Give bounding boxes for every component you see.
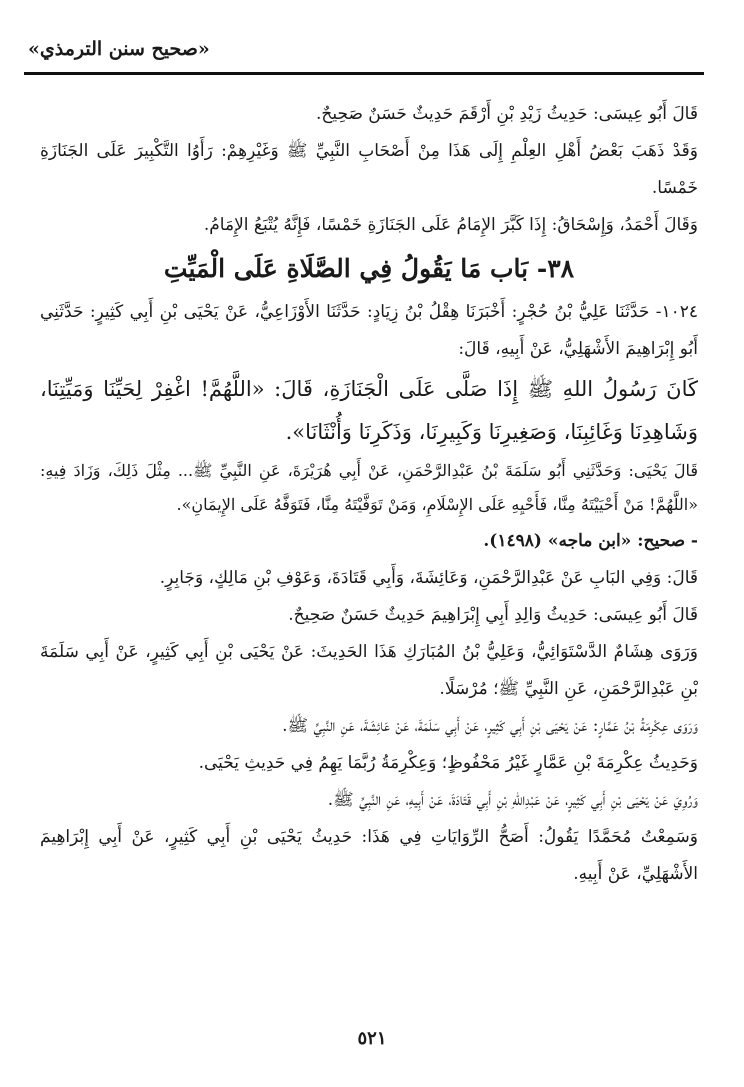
hadith-grade: - صحيح: «ابن ماجه» (١٤٩٨).: [483, 531, 698, 551]
header-rule: [24, 72, 704, 75]
note-ikrimah-weakness: وَحَدِيثُ عِكْرِمَةَ بْنِ عَمَّارٍ غَيْرُ مَحْفُوظٍ؛ وَعِكْرِمَةُ رُبَّمَا يَهِمُ فِي حَدِيثِ يَحْيَى.: [198, 753, 698, 773]
note-mursal-narration: وَرَوَى هِشَامٌ الدَّسْتَوَائِيُّ، وَعَلِيُّ بْنُ المُبَارَكِ هَذَا الحَدِيثَ: عَنْ يَحْيَى بْنِ أَبِي كَثِيرٍ، عَنْ أَبِي سَلَمَةَ بْنِ عَبْدِالرَّحْمَنِ، عَنِ النَّبِيِّ ﷺ؛ مُرْسَلًا.: [40, 642, 698, 699]
note-bukhari-opinion: وَسَمِعْتُ مُحَمَّدًا يَقُولُ: أَصَحُّ الرِّوَايَاتِ فِي هَذَا: حَدِيثُ يَحْيَى بْنِ أَبِي كَثِيرٍ، عَنْ أَبِي إِبْرَاهِيمَ الأَشْهَلِيِّ، عَنْ أَبِيهِ.: [40, 827, 698, 884]
page-body: [40, 96, 698, 893]
note-abu-qatadah-narration: وَرُوِيَ عَنْ يَحْيَى بْنِ أَبِي كَثِيرٍ، عَنْ عَبْدِاللهِ بْنِ أَبِي قَتَادَةَ، عَنْ أَبِيهِ، عَنِ النَّبِيِّ ﷺ.: [327, 790, 698, 810]
note-ikrimah-narration: وَرَوَى عِكْرِمَةُ بْنُ عَمَّارٍ: عَنْ يَحْيَى بْنِ أَبِي كَثِيرٍ، عَنْ أَبِي سَلَمَةَ، عَنْ عَائِشَةَ، عَنِ النَّبِيِّ ﷺ.: [282, 716, 698, 736]
hadith-addition: قَالَ يَحْيَى: وَحَدَّثَنِي أَبُو سَلَمَةَ بْنُ عَبْدِالرَّحْمَنِ، عَنْ أَبِي هُرَيْرَةَ، عَنِ النَّبِيِّ ﷺ... مِثْلَ ذَلِكَ، وَزَادَ فِيهِ: «اللَّهُمَّ! مَنْ أَحْيَيْتَهُ مِنَّا، فَأَحْيِهِ عَلَى الإِسْلَامِ، وَمَنْ تَوَفَّيْتَهُ مِنَّا، فَتَوَفَّهُ عَلَى الإِيمَانِ».: [40, 461, 698, 514]
hadith-matn: كَانَ رَسُولُ اللهِ ﷺ إِذَا صَلَّى عَلَى الْجَنَازَةِ، قَالَ: «اللَّهُمَّ! اغْفِرْ لِحَيِّنَا وَمَيِّتِنَا، وَشَاهِدِنَا وَغَائِبِنَا، وَصَغِيرِنَا وَكَبِيرِنَا، وَذَكَرِنَا وَأُنْثَانَا».: [40, 377, 698, 444]
paragraph-scholars-opinion: وَقَدْ ذَهَبَ بَعْضُ أَهْلِ العِلْمِ إِلَى هَذَا مِنْ أَصْحَابِ النَّبِيِّ ﷺ وَغَيْرِهِمْ: رَأَوُا التَّكْبِيرَ عَلَى الجَنَازَةِ خَمْسًا.: [40, 141, 698, 198]
running-header: «صحيح سنن الترمذي»: [28, 38, 210, 60]
note-grading: قَالَ أَبُو عِيسَى: حَدِيثُ وَالِدِ أَبِي إِبْرَاهِيمَ حَدِيثٌ حَسَنٌ صَحِيحٌ.: [288, 605, 698, 625]
chapter-heading: ٣٨- بَاب مَا يَقُولُ فِي الصَّلَاةِ عَلَى الْمَيِّتِ: [163, 254, 575, 283]
paragraph-abu-isa-grading: قَالَ أَبُو عِيسَى: حَدِيثُ زَيْدِ بْنِ أَرْقَمَ حَدِيثٌ حَسَنٌ صَحِيحٌ.: [315, 104, 698, 124]
page-number: ٥٢١: [357, 1028, 387, 1049]
hadith-isnad: ١٠٢٤- حَدَّثَنَا عَلِيُّ بْنُ حُجْرٍ: أَخْبَرَنَا هِقْلُ بْنُ زِيَادٍ: حَدَّثَنَا الأَوْزَاعِيُّ، عَنْ يَحْيَى بْنِ أَبِي كَثِيرٍ: حَدَّثَنِي أَبُو إِبْرَاهِيمَ الأَشْهَلِيُّ، عَنْ أَبِيهِ، قَالَ:: [40, 302, 698, 359]
note-other-narrations: قَالَ: وَفِي البَابِ عَنْ عَبْدِالرَّحْمَنِ، وَعَائِشَةَ، وَأَبِي قَتَادَةَ، وَعَوْفِ بْنِ مَالِكٍ، وَجَابِرٍ.: [159, 568, 698, 588]
paragraph-ahmad-ishaq: وَقَالَ أَحْمَدُ، وَإِسْحَاقُ: إِذَا كَبَّرَ الإِمَامُ عَلَى الجَنَازَةِ خَمْسًا، فَإِنَّهُ يُتْبَعُ الإِمَامُ.: [203, 215, 698, 235]
